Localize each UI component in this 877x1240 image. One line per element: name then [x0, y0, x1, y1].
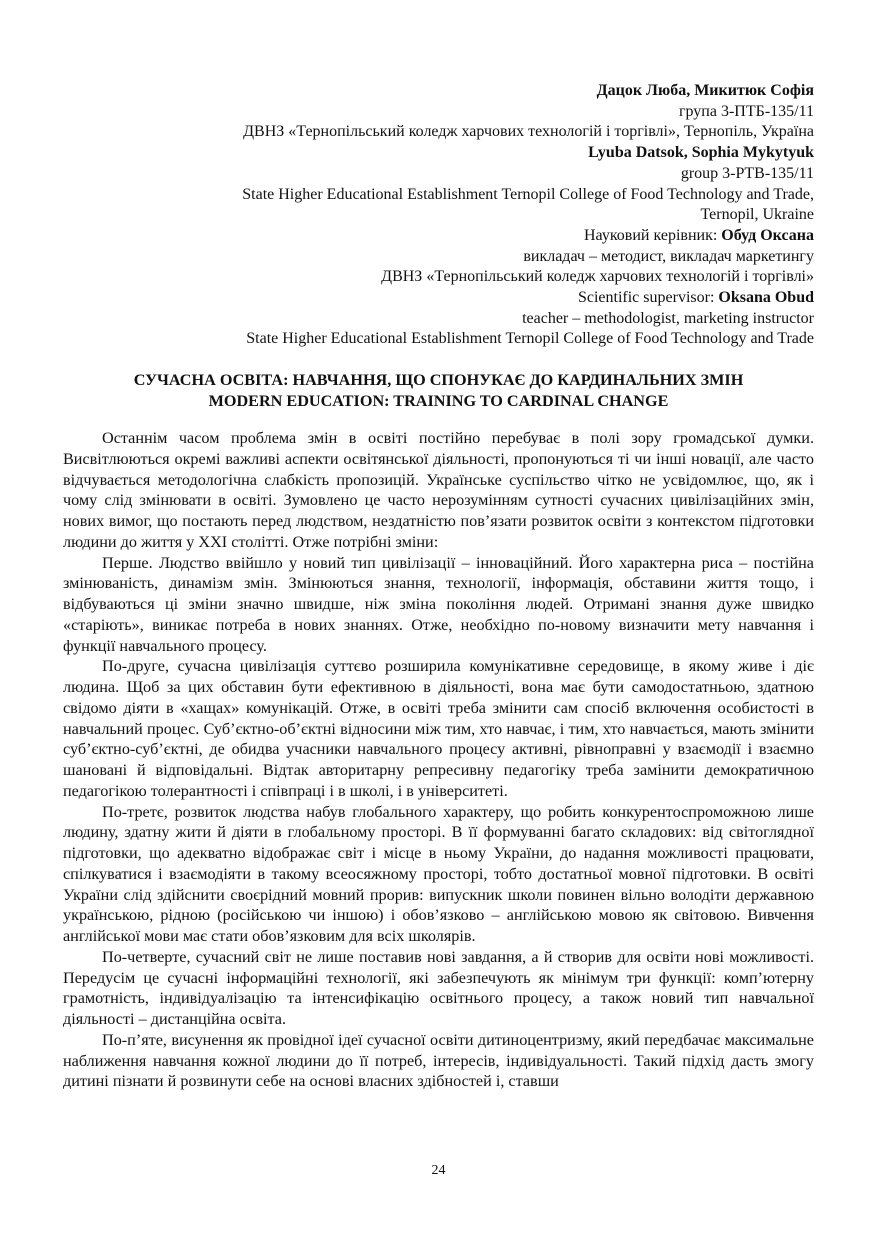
title-en: MODERN EDUCATION: TRAINING TO CARDINAL CHANGE [208, 391, 669, 410]
paragraph: По-третє, розвиток людства набув глобального характеру, що робить конкурентоспроможною лише людину, здатну жити й діяти в глобальному просторі. В її формуванні багато складових: від світоглядної підготовки, що адекватно відображає світ і місце в ньому України, до надання можливості працювати, спілкуватися і взаємодіяти в такому всеосяжному просторі, тобто достатньої мовної підготовки. В освіті України слід здійснити своєрідний мовний прорив: випускник школи повинен вільно володіти державною українською, рідною (російською чи іншою) і обов’язково – англійською мовою як світовою. Вивчення англійської мови має стати обов’язковим для всіх школярів. [63, 802, 814, 945]
author-names-en: Lyuba Datsok, Sophia Mykytyuk [588, 144, 814, 162]
supervisor-label-en: Scientific supervisor: [577, 289, 719, 307]
author-institution-en-line1: State Higher Educational Establishment Ternopil College of Food Technology and Trade, [242, 185, 814, 203]
title-block [63, 370, 814, 411]
paragraph: По-четверте, сучасний світ не лише поставив нові завдання, а й створив для освіти нові можливості. Передусім це сучасні інформаційні технології, які забезпечують як мінімум три функції: комп’ютерну грамотність, індивідуалізацію та інтенсифікацію освітнього процесу, а також новий тип навчальної діяльності – дистанційна освіта. [63, 947, 814, 1028]
author-institution-uk: ДВНЗ «Тернопільський коледж харчових технологій і торгівлі», Тернопіль, Україна [243, 123, 814, 141]
supervisor-role-en: teacher – methodologist, marketing instructor [522, 309, 814, 327]
paragraph: По-друге, сучасна цивілізація суттєво розширила комунікативне середовище, в якому живе і діє людина. Щоб за цих обставин бути ефективною в діяльності, вона має бути самодостатньою, здатною свідомо діяти в «хащах» комунікацій. Отже, в освіті треба змінити сам спосіб включення особистості в навчальний процес. Суб’єктно-об’єктні відносини між тим, хто навчає, і тим, хто навчається, мають змінити суб’єктно-суб’єктні, де обидва учасники навчального процесу активні, рівноправні у взаємодії і взаємно шановані й відповідальні. Відтак авторитарну репресивну педагогіку треба замінити демократичною педагогікою толерантності і співпраці і в школі, і в університеті. [63, 657, 814, 800]
paragraph: По-п’яте, висунення як провідної ідеї сучасної освіти дитиноцентризму, який передбачає максимальне наближення навчання кожної людини до її потреб, інтересів, індивідуальності. Такий підхід дасть змогу дитині пізнати й розвинути себе на основі власних здібностей і, ставши [63, 1030, 814, 1091]
supervisor-role-uk: викладач – методист, викладач маркетингу [523, 247, 814, 265]
author-names-uk: Дацок Люба, Микитюк Софія [596, 82, 814, 99]
author-group-en: group 3-PTB-135/11 [680, 164, 814, 182]
body-text [63, 428, 814, 1092]
title-uk: СУЧАСНА ОСВІТА: НАВЧАННЯ, ЩО СПОНУКАЄ ДО КАРДИНАЛЬНИХ ЗМІН [133, 371, 744, 389]
page-number: 24 [431, 1163, 446, 1178]
paragraph: Останнім часом проблема змін в освіті постійно перебуває в полі зору громадської думки. Висвітлюються окремі важливі аспекти освітянської діяльності, пропонуються ті чи інші новації, але часто відчувається методологічна слабкість пропозицій. Українське суспільство чітко не усвідомлює, що, як і чому слід змінювати в освіті. Зумовлено це часто нерозумінням сутності сучасних цивілізаційних змін, нових вимог, що постають перед людством, нездатністю пов’язати розвиток освіти з контекстом підготовки людини до життя у ХХІ столітті. Отже потрібні зміни: [63, 429, 814, 551]
supervisor-label-uk: Науковий керівник: [583, 226, 722, 244]
supervisor-institution-uk: ДВНЗ «Тернопільський коледж харчових технологій і торгівлі» [381, 268, 814, 286]
supervisor-line-uk [114, 226, 814, 247]
author-block [114, 81, 814, 350]
author-group-uk: група 3-ПТБ-135/11 [678, 102, 814, 120]
supervisor-institution-en: State Higher Educational Establishment Ternopil College of Food Technology and Trade [246, 330, 814, 348]
supervisor-name-uk: Обуд Оксана [721, 226, 814, 244]
paragraph: Перше. Людство ввійшло у новий тип цивілізації – інноваційний. Його характерна риса – постійна змінюваність, динамізм змін. Змінюються знання, технології, інформація, обставини життя тощо, і відбуваються ці зміни значно швидше, ніж зміна покоління людей. Отримані знання дуже швидко «старіють», виникає потреба в нових знаннях. Отже, необхідно по-новому визначити мету навчання і функції навчального процесу. [63, 553, 814, 655]
supervisor-name-en: Oksana Obud [718, 289, 814, 307]
author-institution-en-line2: Ternopil, Ukraine [700, 206, 814, 224]
supervisor-line-en [114, 288, 814, 309]
